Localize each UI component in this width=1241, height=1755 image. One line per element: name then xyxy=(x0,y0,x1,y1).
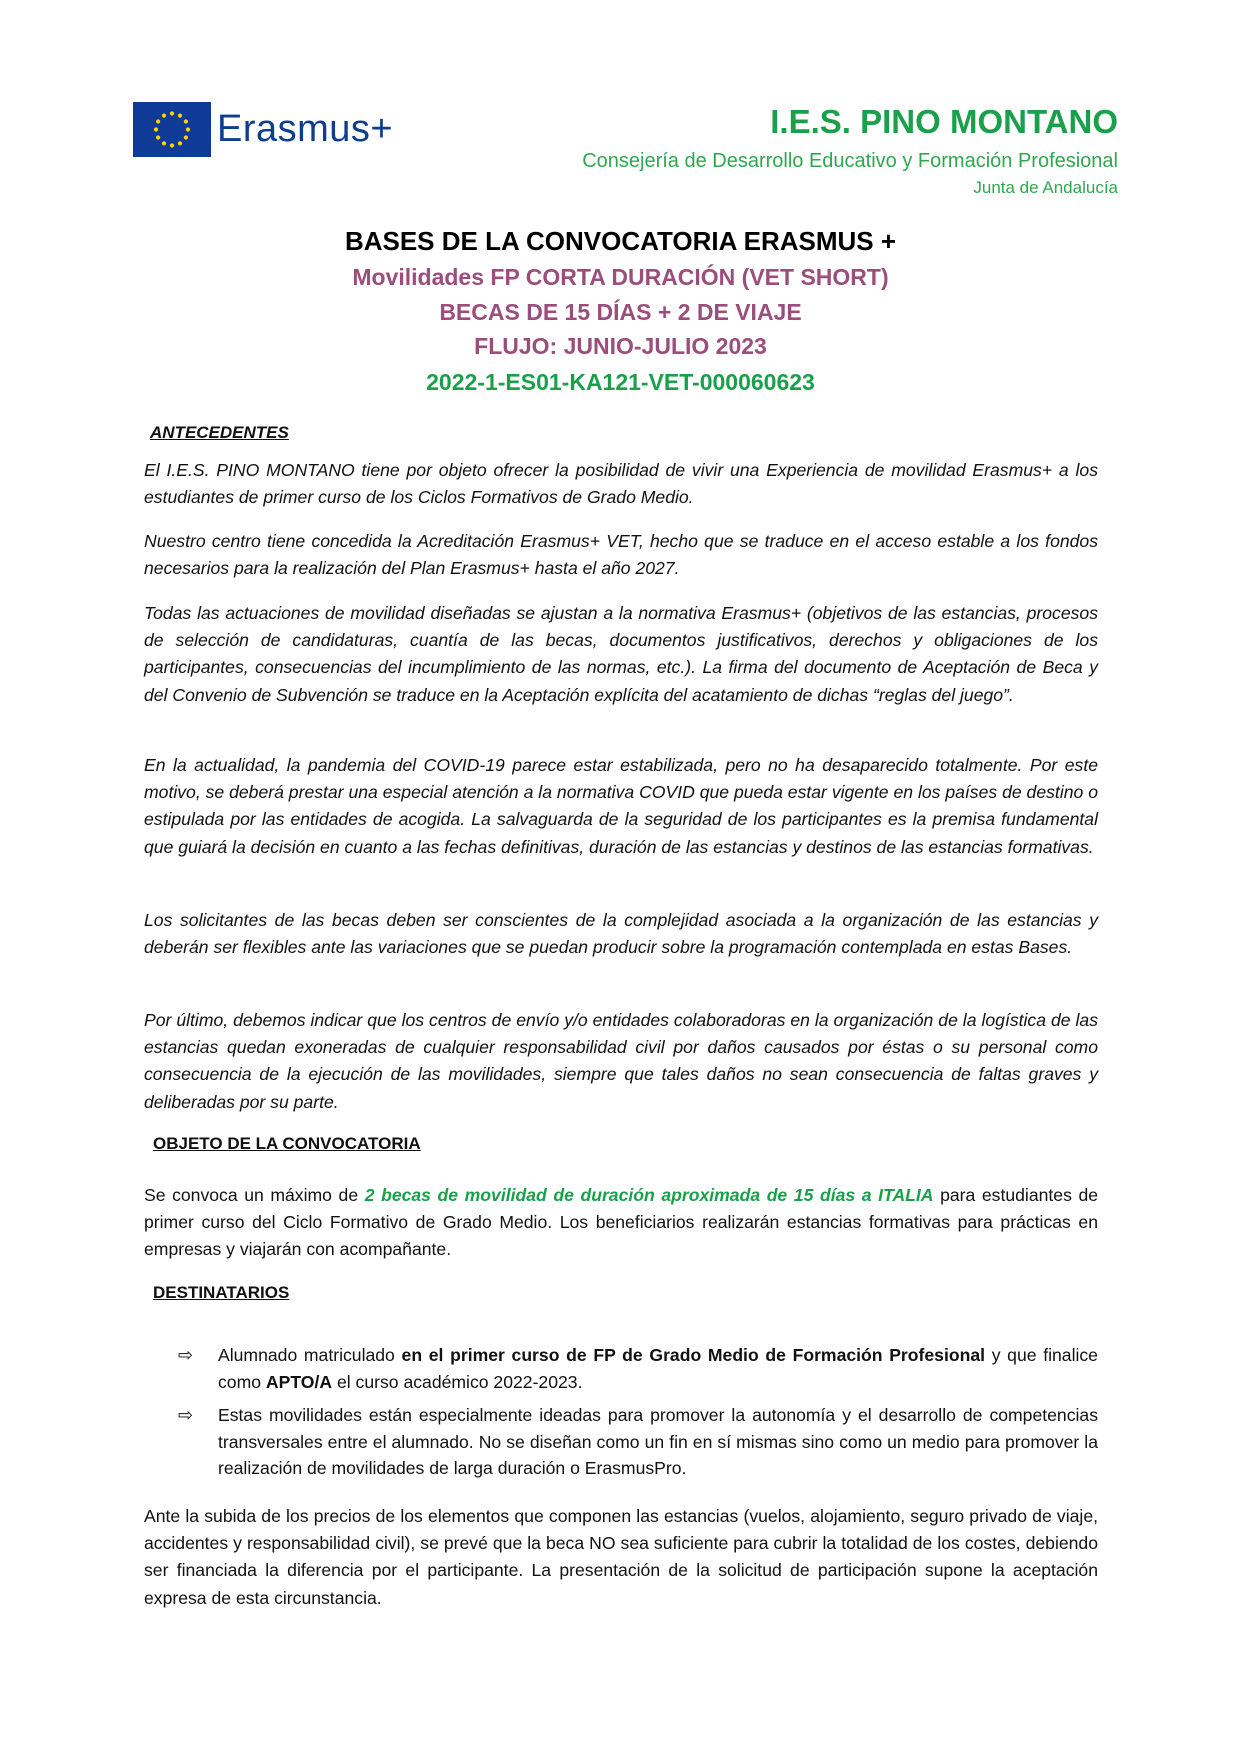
list-item-text xyxy=(218,1342,1098,1395)
heading-objeto: OBJETO DE LA CONVOCATORIA xyxy=(153,1134,421,1153)
objeto-text-pre: Se convoca un máximo de xyxy=(144,1185,365,1205)
bullet-bold: en el primer curso de FP de Grado Medio de Formación Profesional xyxy=(401,1345,986,1365)
eu-flag-icon xyxy=(133,102,211,157)
project-code: 2022-1-ES01-KA121-VET-000060623 xyxy=(426,369,815,395)
paragraph-text: Nuestro centro tiene concedida la Acreditación Erasmus+ VET, hecho que se traduce en el acceso estable a los fondos necesarios para la realización del Plan Erasmus+ hasta el año 2027. xyxy=(144,531,1098,579)
list-item xyxy=(180,1402,1098,1482)
subtitle-mobility: Movilidades FP CORTA DURACIÓN (VET SHORT) xyxy=(352,264,889,290)
list-item-text: Estas movilidades están especialmente ideadas para promover la autonomía y el desarrollo de competencias transversales entre el alumnado. No se diseñan como un fin en sí mismas sino como un medio para promover la realización de movilidades de larga duración o ErasmusPro. xyxy=(218,1405,1098,1478)
objeto-text-post: para estudiantes de primer curso del Ciclo Formativo de Grado Medio. Los beneficiarios realizarán estancias formativas para prácticas en empresas y viajarán con acompañante. xyxy=(144,1185,1099,1260)
bullet-text: Alumnado matriculado xyxy=(218,1345,402,1365)
subtitle-flow: FLUJO: JUNIO-JULIO 2023 xyxy=(474,333,767,359)
bullet-bold: APTO/A xyxy=(265,1371,333,1392)
objeto-highlight: 2 becas de movilidad de duración aproximada de 15 días a ITALIA xyxy=(364,1185,934,1205)
paragraph-text: Ante la subida de los precios de los elementos que componen las estancias (vuelos, alojamiento, seguro privado de viaje, accidentes y responsabilidad civil), se prevé que la beca NO sea suficiente para cubrir la totalidad de los costes, debiendo ser financiada la diferencia por el participante. La presentación de la solicitud de participación supone la aceptación expresa de esta circunstancia. xyxy=(144,1506,1098,1608)
antecedentes-paragraph-3 xyxy=(144,600,1098,709)
subtitle-grants: BECAS DE 15 DÍAS + 2 DE VIAJE xyxy=(439,299,802,325)
list-item xyxy=(180,1342,1098,1395)
bullet-text: y que finalice como xyxy=(218,1345,1098,1392)
antecedentes-paragraph-5 xyxy=(144,907,1098,961)
arrow-bullet-icon: ⇨ xyxy=(178,1345,194,1365)
paragraph-text: Los solicitantes de las becas deben ser conscientes de la complejidad asociada a la organización de las estancias y deberán ser flexibles ante las variaciones que se puedan producir sobre la programación contemplada en estas Bases. xyxy=(144,910,1098,958)
school-name: I.E.S. PINO MONTANO xyxy=(770,103,1118,140)
antecedentes-paragraph-4 xyxy=(144,752,1098,861)
objeto-paragraph xyxy=(144,1182,1098,1264)
junta-line: Junta de Andalucía xyxy=(973,178,1118,197)
erasmus-logo-text: Erasmus+ xyxy=(217,108,394,150)
arrow-bullet-icon: ⇨ xyxy=(178,1405,194,1425)
consejeria-line: Consejería de Desarrollo Educativo y Formación Profesional xyxy=(582,150,1118,172)
paragraph-text xyxy=(144,1182,1098,1264)
closing-paragraph xyxy=(144,1503,1098,1612)
document-title: BASES DE LA CONVOCATORIA ERASMUS + xyxy=(344,226,897,256)
erasmus-logo xyxy=(133,102,393,158)
bullet-text: el curso académico 2022-2023. xyxy=(332,1371,583,1392)
paragraph-text: Por último, debemos indicar que los centros de envío y/o entidades colaboradoras en la organización de la logística de las estancias quedan exoneradas de cualquier responsabilidad civil por daños causados por éstas o su personal como consecuencia de la ejecución de las movilidades, siempre que tales daños no sean consecuencia de faltas graves y deliberadas por su parte. xyxy=(144,1010,1098,1112)
antecedentes-paragraph-6 xyxy=(144,1007,1098,1116)
heading-destinatarios: DESTINATARIOS xyxy=(153,1283,290,1302)
paragraph-text: Todas las actuaciones de movilidad diseñadas se ajustan a la normativa Erasmus+ (objetivos de las estancias, procesos de selección de candidaturas, cuantía de las becas, documentos justificativos, derechos y obligaciones de los participantes, consecuencias del incumplimiento de las normas, etc.). La firma del documento de Aceptación de Beca y del Convenio de Subvención se traduce en la Aceptación explícita del acatamiento de dichas “reglas del juego”. xyxy=(144,603,1098,705)
heading-antecedentes: ANTECEDENTES xyxy=(150,423,289,442)
paragraph-text: En la actualidad, la pandemia del COVID-19 parece estar estabilizada, pero no ha desaparecido totalmente. Por este motivo, se deberá prestar una especial atención a la normativa COVID que pueda estar vigente en los países de destino o estipulada por las entidades de acogida. La salvaguarda de la seguridad de los participantes es la premisa fundamental que guiará la decisión en cuanto a las fechas definitivas, duración de las estancias y destinos de las estancias formativas. xyxy=(144,755,1098,857)
paragraph-text: El I.E.S. PINO MONTANO tiene por objeto ofrecer la posibilidad de vivir una Experiencia de movilidad Erasmus+ a los estudiantes de primer curso de los Ciclos Formativos de Grado Medio. xyxy=(144,460,1098,508)
antecedentes-paragraph-1 xyxy=(144,457,1098,511)
antecedentes-paragraph-2 xyxy=(144,528,1098,582)
